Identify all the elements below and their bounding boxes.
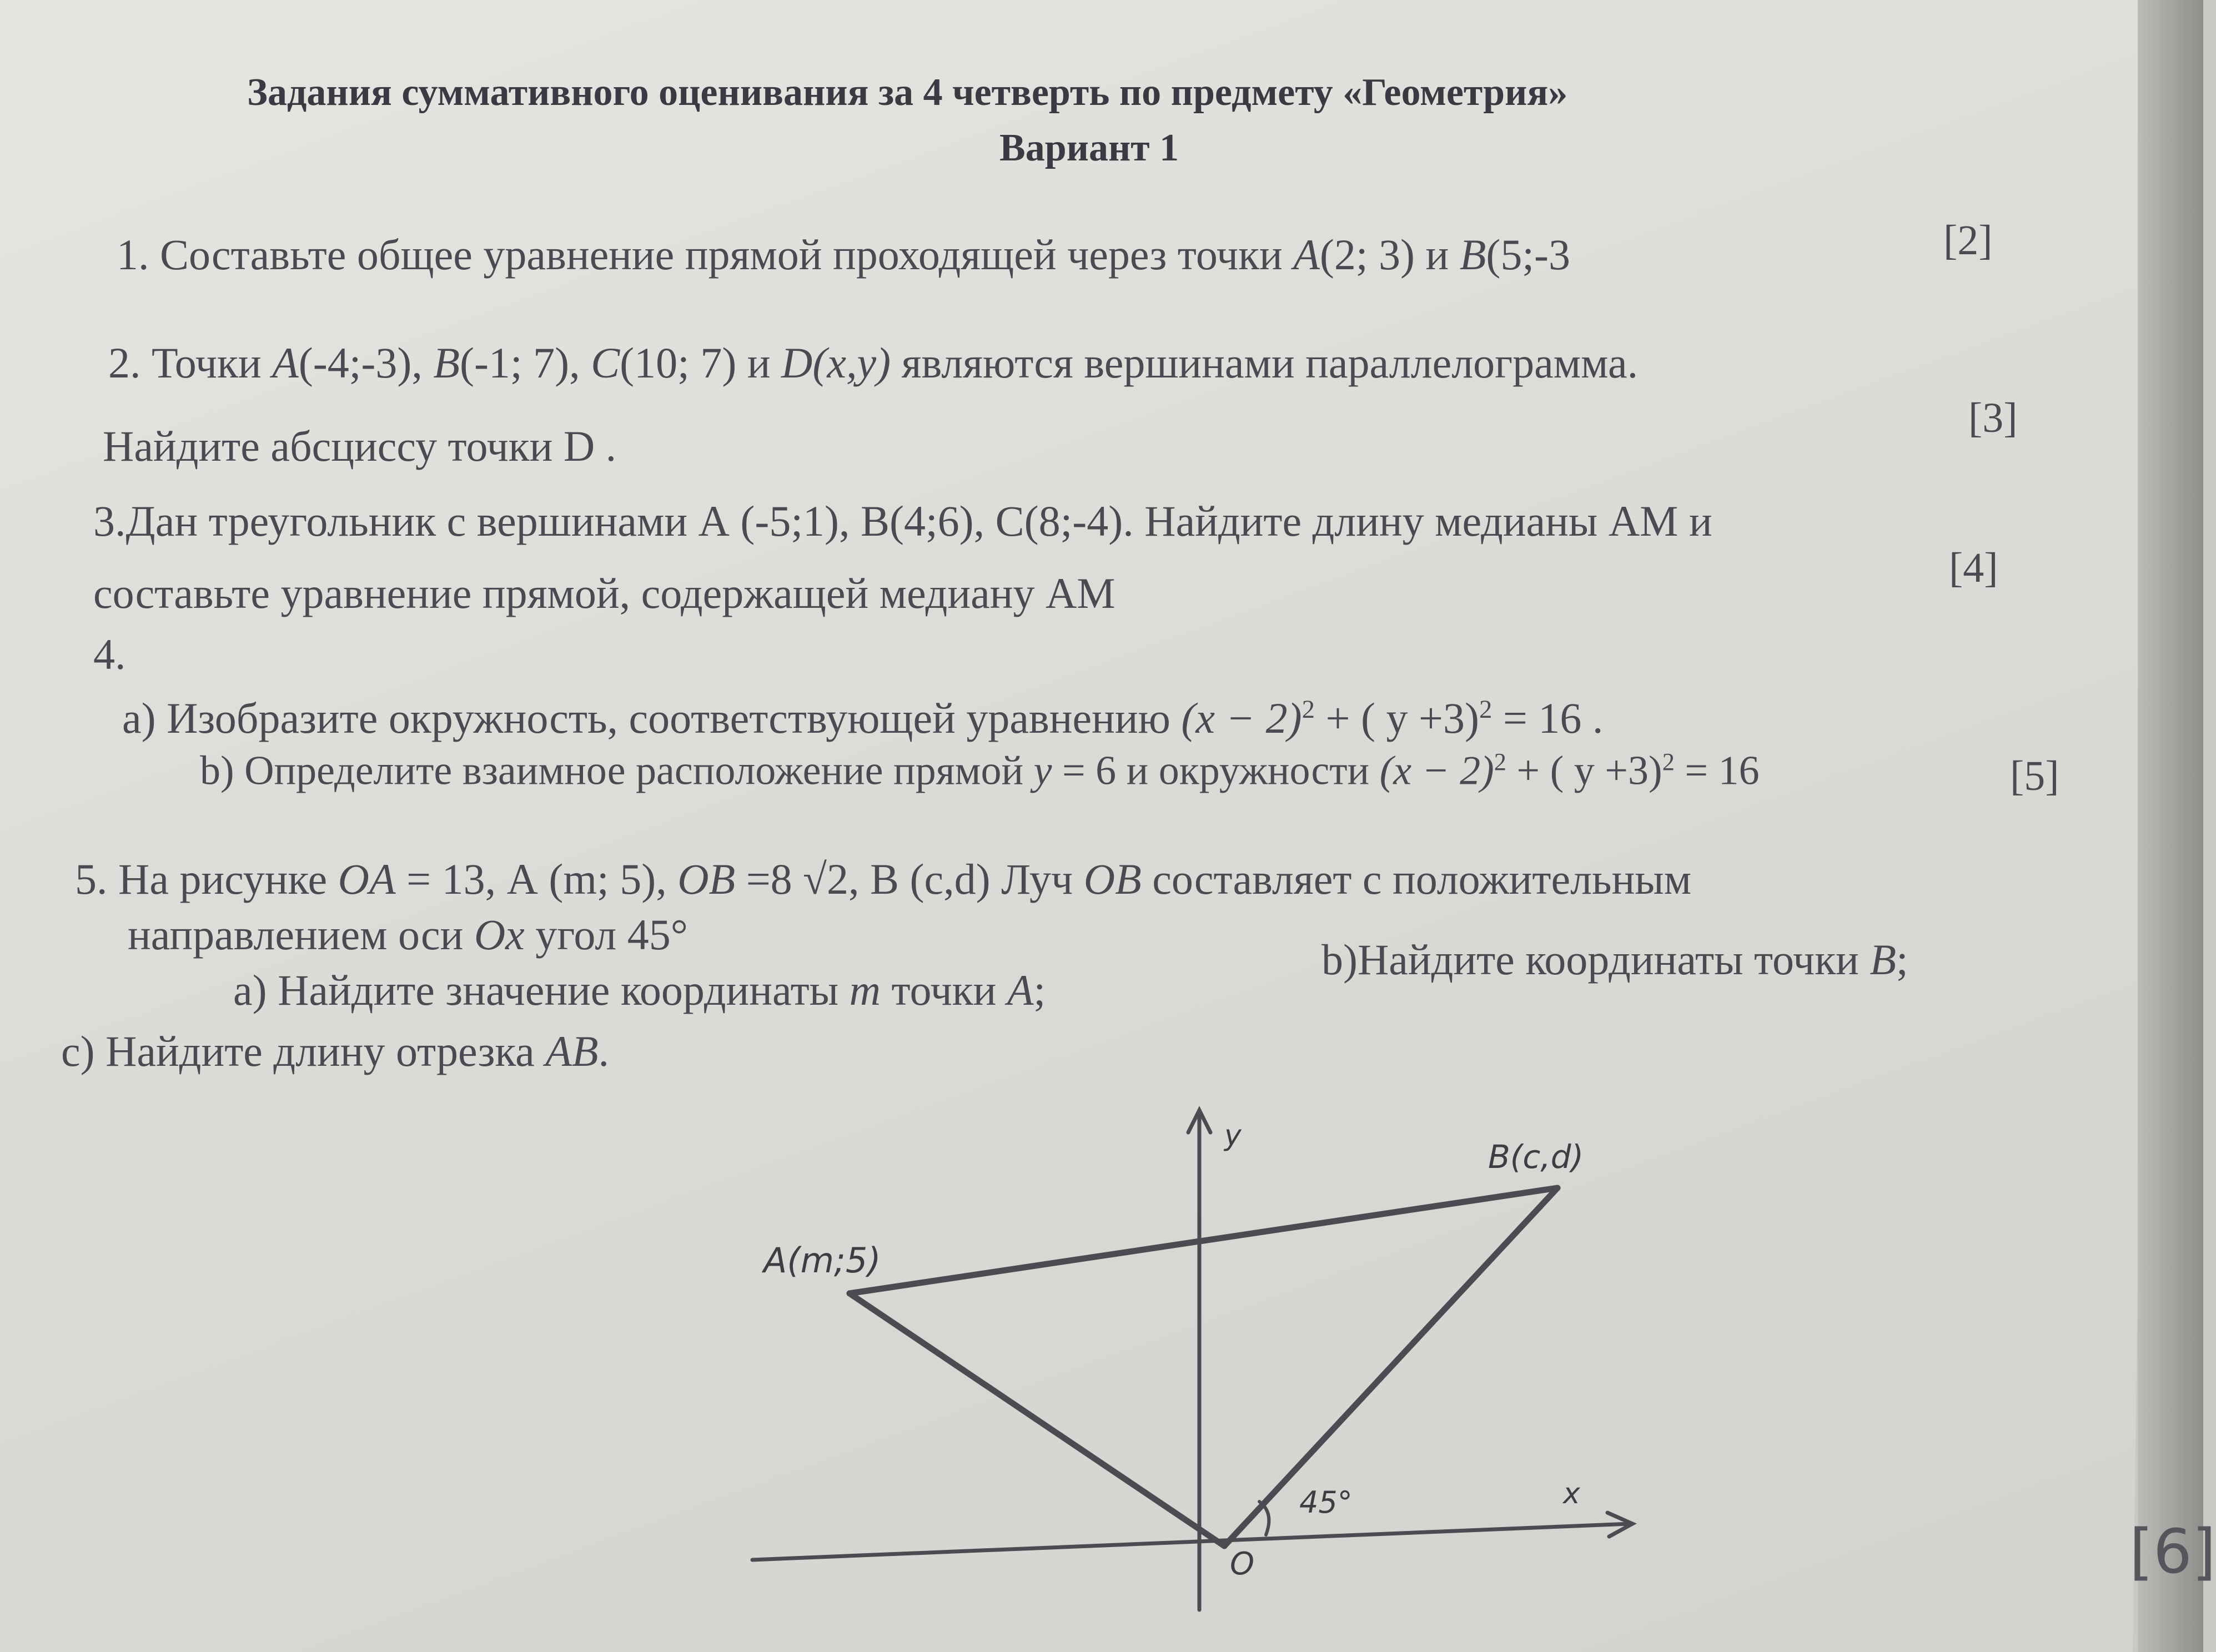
point-b-coords: (-1; 7), xyxy=(460,339,591,387)
figure-label-b: B(c,d) xyxy=(1488,1138,1584,1176)
point-a-coords: (2; 3) и xyxy=(1319,230,1460,279)
task-2-text-end: являются вершинами параллелограмма. xyxy=(891,339,1639,387)
task-5a-text: a) Найдите значение координаты xyxy=(233,966,850,1014)
point-a-label: A xyxy=(1007,966,1034,1014)
x-axis xyxy=(752,1524,1630,1560)
point-a-label: A xyxy=(1293,230,1320,279)
equation-part: (x − 2) xyxy=(1379,748,1494,794)
axis-ox: Ox xyxy=(474,910,525,959)
task-4-number: 4. xyxy=(93,630,126,678)
variable-m: m xyxy=(849,966,881,1014)
point-a-label: A xyxy=(272,339,299,387)
task-1-text: 1. Составьте общее уравнение прямой проходящей через точки xyxy=(117,230,1294,279)
task-5a-text: точки xyxy=(880,966,1007,1014)
equation-part: + ( y +3) xyxy=(1506,748,1662,794)
task-3-line-1: 3.Дан треугольник с вершинами А (-5;1), В(4;6), С(8;-4). Найдите длину медианы АМ и xyxy=(93,497,1712,545)
task-5-text: 5. На рисунке xyxy=(75,855,338,903)
task-4a-text: a) Изобразите окружность, соответствующей уравнению xyxy=(122,694,1182,742)
punctuation: . xyxy=(598,1027,610,1075)
task-5-text: угол 45° xyxy=(524,910,688,959)
point-c-label: C xyxy=(591,339,620,387)
figure-label-x: x xyxy=(1563,1477,1580,1510)
point-b-label: B xyxy=(1459,230,1486,279)
task-5-text: = 13, А (m; 5), xyxy=(395,855,678,903)
exponent: 2 xyxy=(1479,695,1493,724)
task-5-text: направлением оси xyxy=(128,910,474,959)
task-1-score: [2] xyxy=(1943,217,1993,264)
task-2-line-2: Найдите абсциссу точки D . xyxy=(103,422,617,470)
figure-label-y: y xyxy=(1224,1119,1242,1152)
point-b-label: B xyxy=(1870,935,1897,984)
task-5c-text: c) Найдите длину отрезка xyxy=(61,1027,546,1075)
exponent: 2 xyxy=(1662,748,1675,775)
point-d-label: D(x,y) xyxy=(781,339,891,387)
figure-label-a: A(m;5) xyxy=(763,1240,881,1281)
task-5b-text: b)Найдите координаты точки xyxy=(1321,935,1870,984)
line-variable: y xyxy=(1033,748,1052,794)
side-score-mark: [6] xyxy=(2129,1516,2216,1587)
segment-ob: OB xyxy=(1083,855,1142,903)
point-c-coords: (10; 7) и xyxy=(620,339,782,387)
figure-angle-label: 45° xyxy=(1299,1485,1353,1520)
segment-ab: AB xyxy=(545,1027,599,1075)
segment-ob: OB xyxy=(677,855,736,903)
segment-ob-line xyxy=(1224,1188,1557,1546)
variant-label: Вариант 1 xyxy=(999,127,1179,169)
segment-oa-line xyxy=(850,1293,1224,1546)
figure-label-o: O xyxy=(1230,1546,1255,1582)
task-4b-text-mid: = 6 и окружности xyxy=(1052,748,1380,794)
task-3-score: [4] xyxy=(1949,545,1998,591)
segment-ab-line xyxy=(850,1188,1557,1293)
segment-oa: OA xyxy=(338,855,396,903)
exponent: 2 xyxy=(1302,695,1315,724)
task-3-line-2: составьте уравнение прямой, содержащей медиану АМ xyxy=(93,569,1115,617)
task-4-score: [5] xyxy=(2010,753,2059,799)
task-2-text: 2. Точки xyxy=(108,339,273,387)
task-5-text: =8 √2, В (c,d) Луч xyxy=(735,855,1084,903)
equation-part: (x − 2) xyxy=(1181,694,1302,742)
punctuation: ; xyxy=(1896,935,1908,984)
equation-part: = 16 . xyxy=(1492,694,1604,742)
exponent: 2 xyxy=(1494,748,1506,775)
task-5-text: составляет с положительным xyxy=(1141,855,1692,903)
page-title: Задания суммативного оценивания за 4 четверть по предмету «Геометрия» xyxy=(247,71,1568,114)
task-2-score: [3] xyxy=(1968,395,2018,441)
punctuation: ; xyxy=(1033,966,1046,1014)
equation-part: = 16 xyxy=(1674,748,1760,794)
point-a-coords: (-4;-3), xyxy=(298,339,434,387)
task-4b-text: b) Определите взаимное расположение прямой xyxy=(200,748,1034,794)
point-b-coords: (5;-3 xyxy=(1486,230,1571,279)
equation-part: + ( y +3) xyxy=(1315,694,1479,742)
point-b-label: B xyxy=(433,339,460,387)
